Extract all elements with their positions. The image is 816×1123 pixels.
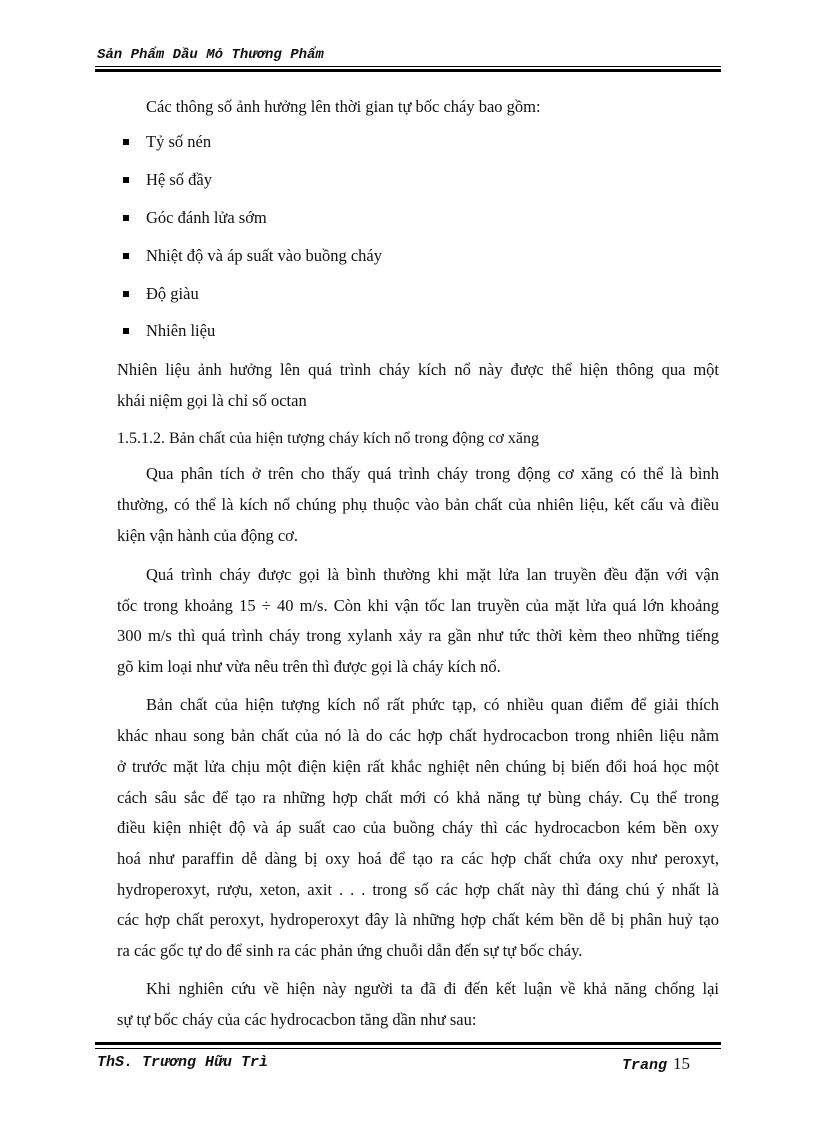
paragraph-line: thường, có thể là kích nổ chúng phụ thuộc vào bản chất của nhiên liệu, kết cấu và điều bbox=[117, 495, 719, 514]
paragraph-line: các hợp chất peroxyt, hydroperoxyt đây là những hợp chất kém bền dễ bị phân huỷ tạo bbox=[117, 910, 719, 929]
bullet-marker bbox=[123, 215, 129, 221]
section-heading: 1.5.1.2. Bản chất của hiện tượng cháy kích nổ trong động cơ xăng bbox=[117, 430, 539, 447]
paragraph-line: hoá như paraffin dễ dàng bị oxy hoá để tạo ra các hợp chất chứa oxy như peroxyt, bbox=[117, 849, 719, 868]
bullet-marker bbox=[123, 291, 129, 297]
paragraph-line: Bản chất của hiện tượng kích nổ rất phức tạp, có nhiều quan điểm để giải thích bbox=[146, 695, 719, 714]
paragraph-line: Qua phân tích ở trên cho thấy quá trình cháy trong động cơ xăng có thể là bình bbox=[146, 464, 719, 483]
bullet-item: Nhiệt độ và áp suất vào buồng cháy bbox=[146, 246, 382, 265]
bullet-item: Nhiên liệu bbox=[146, 321, 216, 340]
paragraph-line: khái niệm gọi là chỉ số octan bbox=[117, 391, 307, 410]
header-rule-thin bbox=[95, 66, 721, 67]
paragraph-line: sự tự bốc cháy của các hydrocacbon tăng dần như sau: bbox=[117, 1010, 477, 1029]
footer-author: ThS. Trương Hữu Trì bbox=[97, 1054, 269, 1071]
bullet-marker bbox=[123, 177, 129, 183]
paragraph-line: hydroperoxyt, rượu, xeton, axit . . . trong số các hợp chất này thì đáng chú ý nhất là bbox=[117, 880, 719, 899]
bullet-item: Tỷ số nén bbox=[146, 132, 212, 151]
footer-rule-thin bbox=[95, 1048, 721, 1049]
bullet-item: Độ giàu bbox=[146, 284, 199, 303]
paragraph-line: ra các gốc tự do để sinh ra các phản ứng chuỗi dẫn đến sự tự bốc cháy. bbox=[117, 941, 583, 960]
footer-page-label: Trang bbox=[622, 1057, 668, 1074]
paragraph-line: khác nhau song bản chất của nó là do các hợp chất hydrocacbon trong nhiên liệu nằm bbox=[117, 726, 719, 745]
bullet-marker bbox=[123, 253, 129, 259]
footer-rule-thick bbox=[95, 1042, 721, 1045]
bullet-marker bbox=[123, 328, 129, 334]
header-rule-thick bbox=[95, 69, 721, 72]
paragraph-line: kiện vận hành của động cơ. bbox=[117, 526, 299, 545]
paragraph-line: Nhiên liệu ảnh hưởng lên quá trình cháy kích nổ này được thể hiện thông qua một bbox=[117, 360, 719, 379]
bullet-marker bbox=[123, 139, 129, 145]
bullet-item: Hệ số đầy bbox=[146, 170, 212, 189]
bullet-item: Góc đánh lửa sớm bbox=[146, 208, 267, 227]
paragraph-line: Khi nghiên cứu về hiện này người ta đã đi đến kết luận về khả năng chống lại bbox=[146, 979, 719, 998]
paragraph-line: ở trước mặt lửa chịu một điện kiện rất khắc nghiệt nên chúng bị biến đổi hoá học một bbox=[117, 757, 719, 776]
paragraph-line: cách sâu sắc để tạo ra những hợp chất mới có khả năng tự bùng cháy. Cụ thể trong bbox=[117, 788, 719, 807]
paragraph-line: Quá trình cháy được gọi là bình thường khi mặt lửa lan truyền đều đặn với vận bbox=[146, 565, 719, 584]
header-title: Sản Phẩm Dầu Mỏ Thương Phẩm bbox=[97, 47, 324, 63]
paragraph-line: tốc trong khoảng 15 ÷ 40 m/s. Còn khi vận tốc lan truyền của mặt lửa quá lớn khoảng bbox=[117, 596, 719, 615]
footer-page bbox=[622, 1054, 690, 1074]
paragraph-line: 300 m/s thì quá trình cháy trong xylanh xảy ra gần như tức thời kèm theo những tiếng bbox=[117, 626, 719, 645]
page-number: 15 bbox=[673, 1054, 691, 1073]
paragraph-line: điều kiện nhiệt độ và áp suất cao của buồng cháy thì các hydrocacbon kém bền oxy bbox=[117, 818, 719, 837]
intro-text: Các thông số ảnh hưởng lên thời gian tự bốc cháy bao gồm: bbox=[146, 97, 541, 116]
paragraph-line: gõ kim loại như vừa nêu trên thì được gọi là cháy kích nổ. bbox=[117, 657, 501, 676]
